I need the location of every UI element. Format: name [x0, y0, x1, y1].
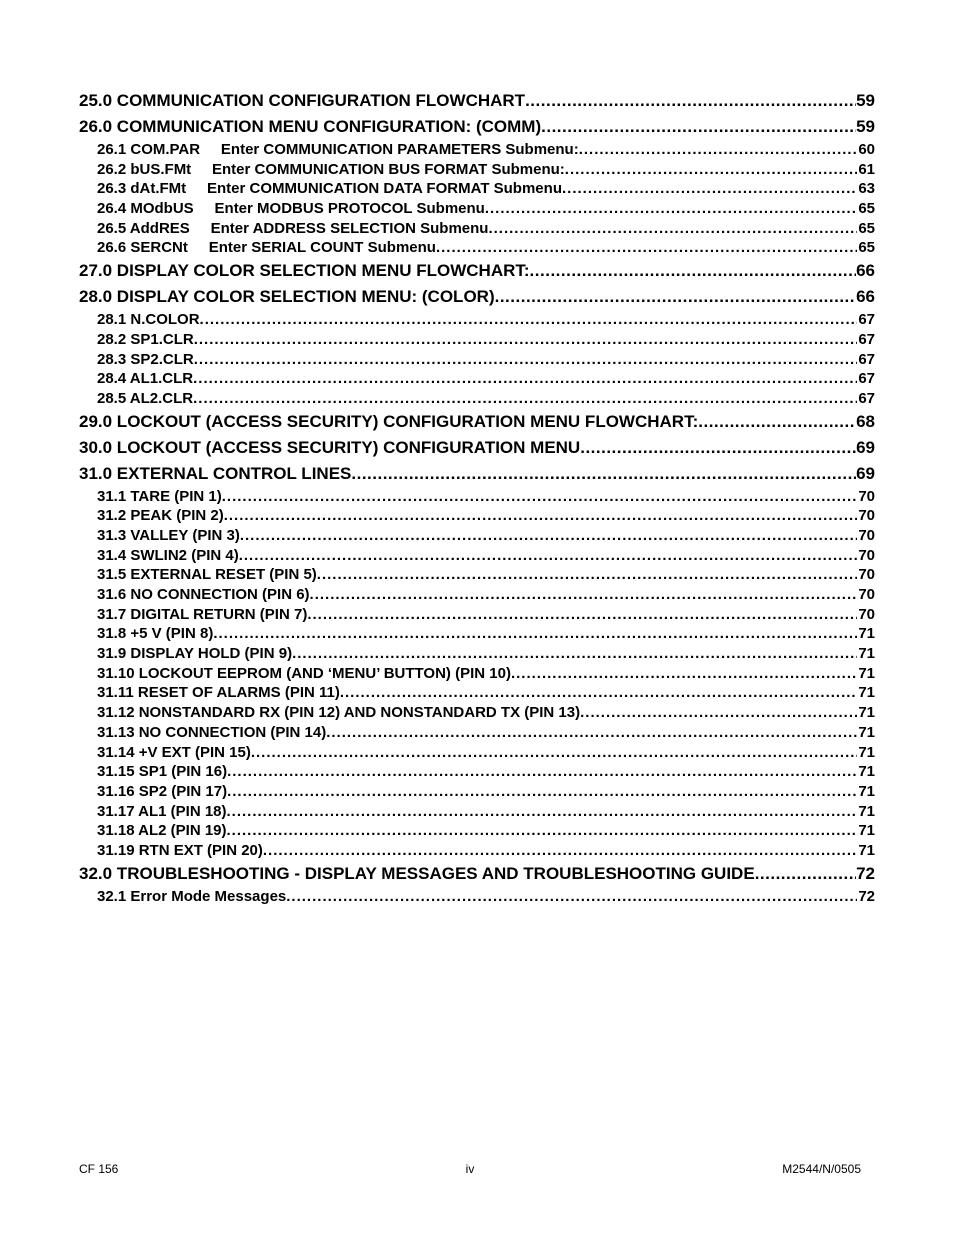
toc-dot-leader	[511, 664, 857, 684]
toc-dot-leader	[222, 487, 858, 507]
toc-page-number: 71	[858, 802, 875, 820]
toc-entry-label: 31.2 PEAK (PIN 2)	[97, 507, 224, 525]
footer-doc-code: M2544/N/0505	[782, 1162, 861, 1176]
toc-subsection-entry[interactable]	[79, 585, 875, 605]
toc-page-number: 69	[856, 437, 875, 457]
toc-page-number: 70	[858, 526, 875, 544]
toc-page-number: 71	[858, 782, 875, 800]
toc-dot-leader	[263, 841, 857, 861]
toc-dot-leader	[307, 605, 857, 625]
toc-entry-label: 31.9 DISPLAY HOLD (PIN 9)	[97, 645, 293, 663]
toc-subsection-entry[interactable]	[79, 723, 875, 743]
toc-entry-label: 25.0 COMMUNICATION CONFIGURATION FLOWCHART	[79, 91, 526, 110]
toc-entry-label: 31.12 NONSTANDARD RX (PIN 12) AND NONSTANDARD TX (PIN 13)	[97, 704, 581, 722]
toc-subsection-entry[interactable]	[79, 487, 875, 507]
toc-page-number: 66	[856, 261, 875, 281]
toc-entry-label: 31.11 RESET OF ALARMS (PIN 11)	[97, 684, 340, 702]
toc-subsection-entry[interactable]	[79, 330, 875, 350]
toc-page-number: 65	[858, 200, 875, 218]
toc-entry-label: 26.2 bUS.FMt Enter COMMUNICATION BUS FORMAT Submenu:	[97, 160, 565, 178]
toc-subsection-entry[interactable]	[79, 703, 875, 723]
toc-subsection-entry[interactable]	[79, 546, 875, 566]
toc-page-number: 71	[858, 822, 875, 840]
footer-page-number: iv	[465, 1162, 475, 1176]
toc-section-entry[interactable]	[79, 258, 875, 284]
toc-subsection-entry[interactable]	[79, 565, 875, 585]
toc-entry-label: 31.17 AL1 (PIN 18)	[97, 802, 227, 820]
toc-entry-label: 31.14 +V EXT (PIN 15)	[97, 743, 251, 761]
toc-subsection-entry[interactable]	[79, 664, 875, 684]
toc-entry-label: 31.19 RTN EXT (PIN 20)	[97, 841, 263, 859]
toc-dot-leader	[251, 743, 857, 763]
toc-section-entry[interactable]	[79, 88, 875, 114]
toc-entry-label: 28.4 AL1.CLR	[97, 370, 194, 388]
toc-subsection-entry[interactable]	[79, 644, 875, 664]
toc-page-number: 70	[858, 566, 875, 584]
toc-entry-label: 31.7 DIGITAL RETURN (PIN 7)	[97, 605, 308, 623]
toc-entry-label: 31.3 VALLEY (PIN 3)	[97, 526, 240, 544]
toc-dot-leader	[227, 762, 857, 782]
toc-dot-leader	[213, 624, 857, 644]
toc-entry-label: 26.4 MOdbUS Enter MODBUS PROTOCOL Submenu	[97, 200, 485, 218]
toc-page-number: 67	[858, 311, 875, 329]
toc-subsection-entry[interactable]	[79, 238, 875, 258]
toc-page-number: 71	[858, 723, 875, 741]
toc-subsection-entry[interactable]	[79, 140, 875, 160]
toc-page-number: 71	[858, 841, 875, 859]
toc-subsection-entry[interactable]	[79, 762, 875, 782]
toc-page-number: 71	[858, 645, 875, 663]
toc-subsection-entry[interactable]	[79, 887, 875, 907]
toc-page-number: 65	[858, 239, 875, 257]
toc-page-number: 68	[856, 411, 875, 431]
toc-page-number: 67	[858, 350, 875, 368]
toc-entry-label: 31.15 SP1 (PIN 16)	[97, 763, 228, 781]
toc-entry-label: 31.10 LOCKOUT EEPROM (AND ‘MENU’ BUTTON) (PIN 10)	[97, 664, 511, 682]
page-footer	[79, 1162, 861, 1178]
toc-dot-leader	[562, 179, 857, 199]
toc-entry-label: 28.3 SP2.CLR	[97, 350, 194, 368]
toc-page-number: 72	[858, 887, 875, 905]
toc-dot-leader	[292, 644, 857, 664]
toc-page-number: 61	[858, 160, 875, 178]
toc-section-entry[interactable]	[79, 409, 875, 435]
toc-entry-label: 26.6 SERCNt Enter SERIAL COUNT Submenu	[97, 239, 436, 257]
toc-entry-label: 30.0 LOCKOUT (ACCESS SECURITY) CONFIGURATION MENU	[79, 437, 581, 457]
toc-subsection-entry[interactable]	[79, 219, 875, 239]
toc-page-number: 65	[858, 219, 875, 237]
toc-entry-label: 31.0 EXTERNAL CONTROL LINES	[79, 463, 352, 483]
toc-entry-label: 26.0 COMMUNICATION MENU CONFIGURATION: (COMM)	[79, 117, 542, 136]
toc-dot-leader	[317, 565, 858, 585]
toc-subsection-entry[interactable]	[79, 389, 875, 409]
toc-page-number: 59	[856, 117, 875, 136]
toc-page-number: 70	[858, 605, 875, 623]
toc-dot-leader	[436, 238, 857, 258]
toc-page-number: 67	[858, 389, 875, 407]
toc-dot-leader	[326, 723, 857, 743]
toc-page-number: 69	[856, 463, 875, 483]
toc-page-number: 71	[858, 664, 875, 682]
toc-page-number: 63	[858, 180, 875, 198]
toc-subsection-entry[interactable]	[79, 179, 875, 199]
toc-entry-label: 26.5 AddRES Enter ADDRESS SELECTION Submenu	[97, 219, 489, 237]
toc-subsection-entry[interactable]	[79, 821, 875, 841]
toc-dot-leader	[541, 114, 856, 140]
toc-entry-label: 28.5 AL2.CLR	[97, 389, 194, 407]
toc-entry-label: 26.3 dAt.FMt Enter COMMUNICATION DATA FORMAT Submenu	[97, 180, 562, 198]
toc-subsection-entry[interactable]	[79, 605, 875, 625]
toc-entry-label: 31.6 NO CONNECTION (PIN 6)	[97, 586, 310, 603]
toc-dot-leader	[227, 782, 857, 802]
toc-subsection-entry[interactable]	[79, 369, 875, 389]
toc-page-number: 70	[858, 487, 875, 505]
toc-page-number: 71	[858, 684, 875, 702]
toc-page-number: 72	[856, 863, 875, 883]
toc-page-number: 66	[856, 287, 875, 307]
toc-subsection-entry[interactable]	[79, 350, 875, 370]
toc-entry-label: 27.0 DISPLAY COLOR SELECTION MENU FLOWCHART:	[79, 261, 530, 281]
toc-entry-label: 28.2 SP1.CLR	[97, 330, 194, 348]
toc-dot-leader	[580, 435, 856, 461]
toc-page-number: 71	[858, 763, 875, 781]
toc-entry-label: 26.1 COM.PAR Enter COMMUNICATION PARAMETERS Submenu:	[97, 141, 579, 158]
toc-dot-leader	[755, 861, 856, 887]
toc-section-entry[interactable]	[79, 114, 875, 140]
toc-subsection-entry[interactable]	[79, 526, 875, 546]
toc-subsection-entry[interactable]	[79, 802, 875, 822]
toc-entry-label: 32.1 Error Mode Messages	[97, 887, 287, 905]
toc-subsection-entry[interactable]	[79, 506, 875, 526]
toc-dot-leader	[580, 703, 857, 723]
toc-page-number: 59	[856, 91, 875, 110]
footer-model: CF 156	[79, 1162, 119, 1176]
toc-page-number: 70	[858, 507, 875, 525]
toc-entry-label: 31.5 EXTERNAL RESET (PIN 5)	[97, 566, 317, 584]
toc-dot-leader	[193, 389, 857, 409]
toc-section-entry[interactable]	[79, 284, 875, 310]
toc-section-entry[interactable]	[79, 461, 875, 487]
toc-dot-leader	[310, 585, 858, 605]
toc-dot-leader	[488, 219, 857, 239]
toc-page-number: 71	[858, 743, 875, 761]
toc-page-number: 70	[858, 586, 875, 603]
toc-page-number: 67	[858, 370, 875, 388]
toc-page-number: 70	[858, 546, 875, 564]
toc-subsection-entry[interactable]	[79, 310, 875, 330]
toc-entry-label: 31.18 AL2 (PIN 19)	[97, 822, 227, 840]
toc-dot-leader	[227, 821, 858, 841]
toc-page-number: 71	[858, 625, 875, 643]
toc-entry-label: 29.0 LOCKOUT (ACCESS SECURITY) CONFIGURATION MENU FLOWCHART:	[79, 411, 699, 431]
toc-dot-leader	[240, 526, 857, 546]
toc-entry-label: 32.0 TROUBLESHOOTING - DISPLAY MESSAGES AND TROUBLESHOOTING GUIDE	[79, 863, 755, 883]
toc-dot-leader	[565, 160, 858, 180]
toc-entry-label: 28.1 N.COLOR	[97, 311, 200, 329]
toc-dot-leader	[698, 409, 856, 435]
toc-dot-leader	[194, 350, 858, 370]
toc-dot-leader	[351, 461, 856, 487]
toc-dot-leader	[525, 88, 856, 114]
toc-page-number: 67	[858, 330, 875, 348]
toc-entry-label: 31.8 +5 V (PIN 8)	[97, 625, 214, 643]
toc-dot-leader	[485, 199, 857, 219]
toc-dot-leader	[579, 140, 858, 160]
toc-subsection-entry[interactable]	[79, 782, 875, 802]
toc-subsection-entry[interactable]	[79, 841, 875, 861]
toc-dot-leader	[239, 546, 858, 566]
toc-entry-label: 31.4 SWLIN2 (PIN 4)	[97, 546, 239, 564]
toc-page-number: 71	[858, 704, 875, 722]
toc-subsection-entry[interactable]	[79, 160, 875, 180]
toc-dot-leader	[194, 330, 858, 350]
toc-entry-label: 31.16 SP2 (PIN 17)	[97, 782, 228, 800]
toc-page-number: 60	[858, 141, 875, 158]
toc-entry-label: 31.13 NO CONNECTION (PIN 14)	[97, 723, 327, 741]
toc-entry-label: 28.0 DISPLAY COLOR SELECTION MENU: (COLOR)	[79, 287, 495, 307]
toc-section-entry[interactable]	[79, 861, 875, 887]
toc-dot-leader	[495, 284, 856, 310]
toc-dot-leader	[200, 310, 858, 330]
toc-subsection-entry[interactable]	[79, 743, 875, 763]
toc-dot-leader	[224, 506, 858, 526]
toc-dot-leader	[193, 369, 857, 389]
toc-subsection-entry[interactable]	[79, 624, 875, 644]
toc-section-entry[interactable]	[79, 435, 875, 461]
toc-dot-leader	[530, 258, 857, 284]
toc-dot-leader	[286, 887, 857, 907]
toc-dot-leader	[340, 683, 857, 703]
toc-entry-label: 31.1 TARE (PIN 1)	[97, 487, 222, 505]
toc-dot-leader	[227, 802, 858, 822]
toc-subsection-entry[interactable]	[79, 683, 875, 703]
toc-subsection-entry[interactable]	[79, 199, 875, 219]
table-of-contents	[79, 88, 875, 906]
